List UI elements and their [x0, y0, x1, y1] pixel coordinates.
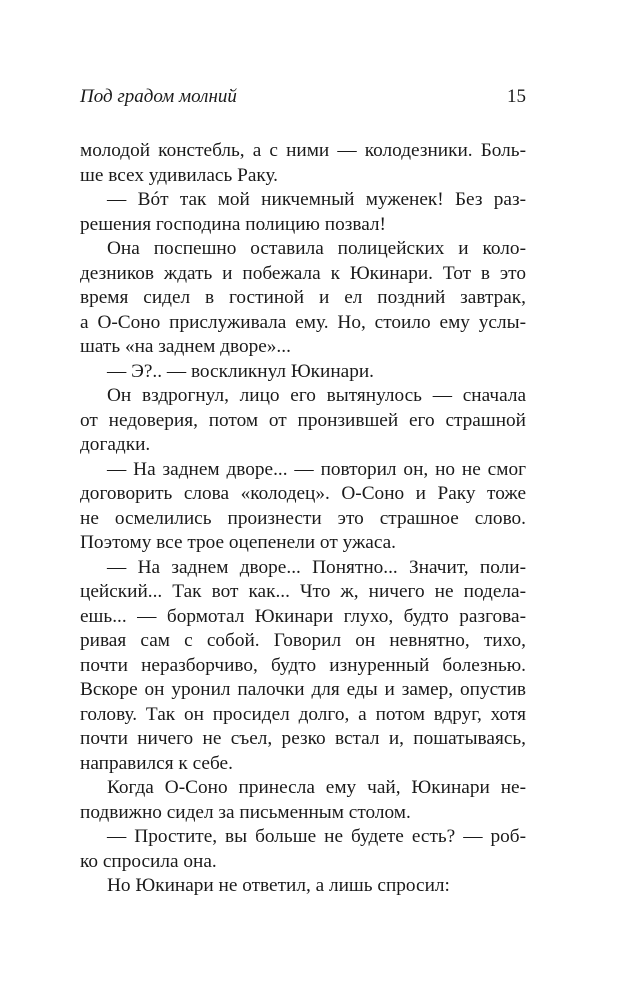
text-line: — Простите, вы больше не будете есть? — роб- [107, 826, 526, 847]
text-line: ешь... — бормотал Юкинари глухо, будто разгова- [80, 605, 526, 627]
text-line: не осмелились произнести это страшное слово. [80, 507, 526, 529]
text-line: Поэтому все трое оцепенели от ужаса. [80, 532, 397, 553]
text-line: — Э?.. — воскликнул Юкинари. [107, 360, 374, 382]
text-line: Вскоре он уронил палочки для еды и замер, опустив [80, 679, 526, 700]
text-line: — На заднем дворе... Понятно... Значит, поли- [107, 556, 526, 578]
text-line: ше всех удивилась Раку. [80, 164, 279, 186]
text-line: подвижно сидел за письменным столом. [80, 801, 411, 823]
running-title: Под градом молний [80, 86, 237, 107]
body-text [80, 139, 526, 899]
text-line: договорить слова «колодец». О-Соно и Раку тоже [80, 483, 526, 504]
text-line: Когда О-Соно принесла ему чай, Юкинари не- [107, 777, 526, 798]
text-line: ривая сам с собой. Говорил он невнятно, тихо, [80, 630, 526, 651]
text-line: Она поспешно оставила полицейских и коло- [107, 238, 526, 259]
text-line: направился к себе. [80, 752, 233, 774]
text-line: а О-Соно прислуживала ему. Но, стоило ему услы- [80, 311, 526, 333]
text-line: голову. Так он просидел долго, а потом вдруг, хотя [80, 703, 526, 725]
text-line: решения господина полицию позвал! [80, 213, 386, 235]
page-number: 15 [507, 86, 526, 107]
text-line: — Вóт так мой никчемный муженек! Без раз- [107, 189, 526, 210]
text-line: молодой констебль, а с ними — колодезники. Боль- [80, 140, 526, 161]
text-line: дезников ждать и побежала к Юкинари. Тот в это [80, 262, 526, 284]
text-line: Он вздрогнул, лицо его вытянулось — сначала [107, 385, 526, 406]
text-line: цейский... Так вот как... Что ж, ничего не подела- [80, 581, 526, 602]
text-line: шать «на заднем дворе»... [80, 336, 291, 357]
text-line: от недоверия, потом от пронзившей его страшной [80, 409, 526, 431]
text-line: — На заднем дворе... — повторил он, но не смог [107, 458, 526, 480]
text-line: ко спросила она. [80, 850, 217, 872]
text-line: почти неразборчиво, будто изнуренный болезнью. [80, 654, 526, 676]
text-line: догадки. [80, 434, 151, 455]
text-line: почти ничего не съел, резко встал и, пошатываясь, [80, 728, 526, 749]
text-line: Но Юкинари не ответил, а лишь спросил: [107, 875, 450, 896]
text-line: время сидел в гостиной и ел поздний завтрак, [80, 287, 526, 308]
